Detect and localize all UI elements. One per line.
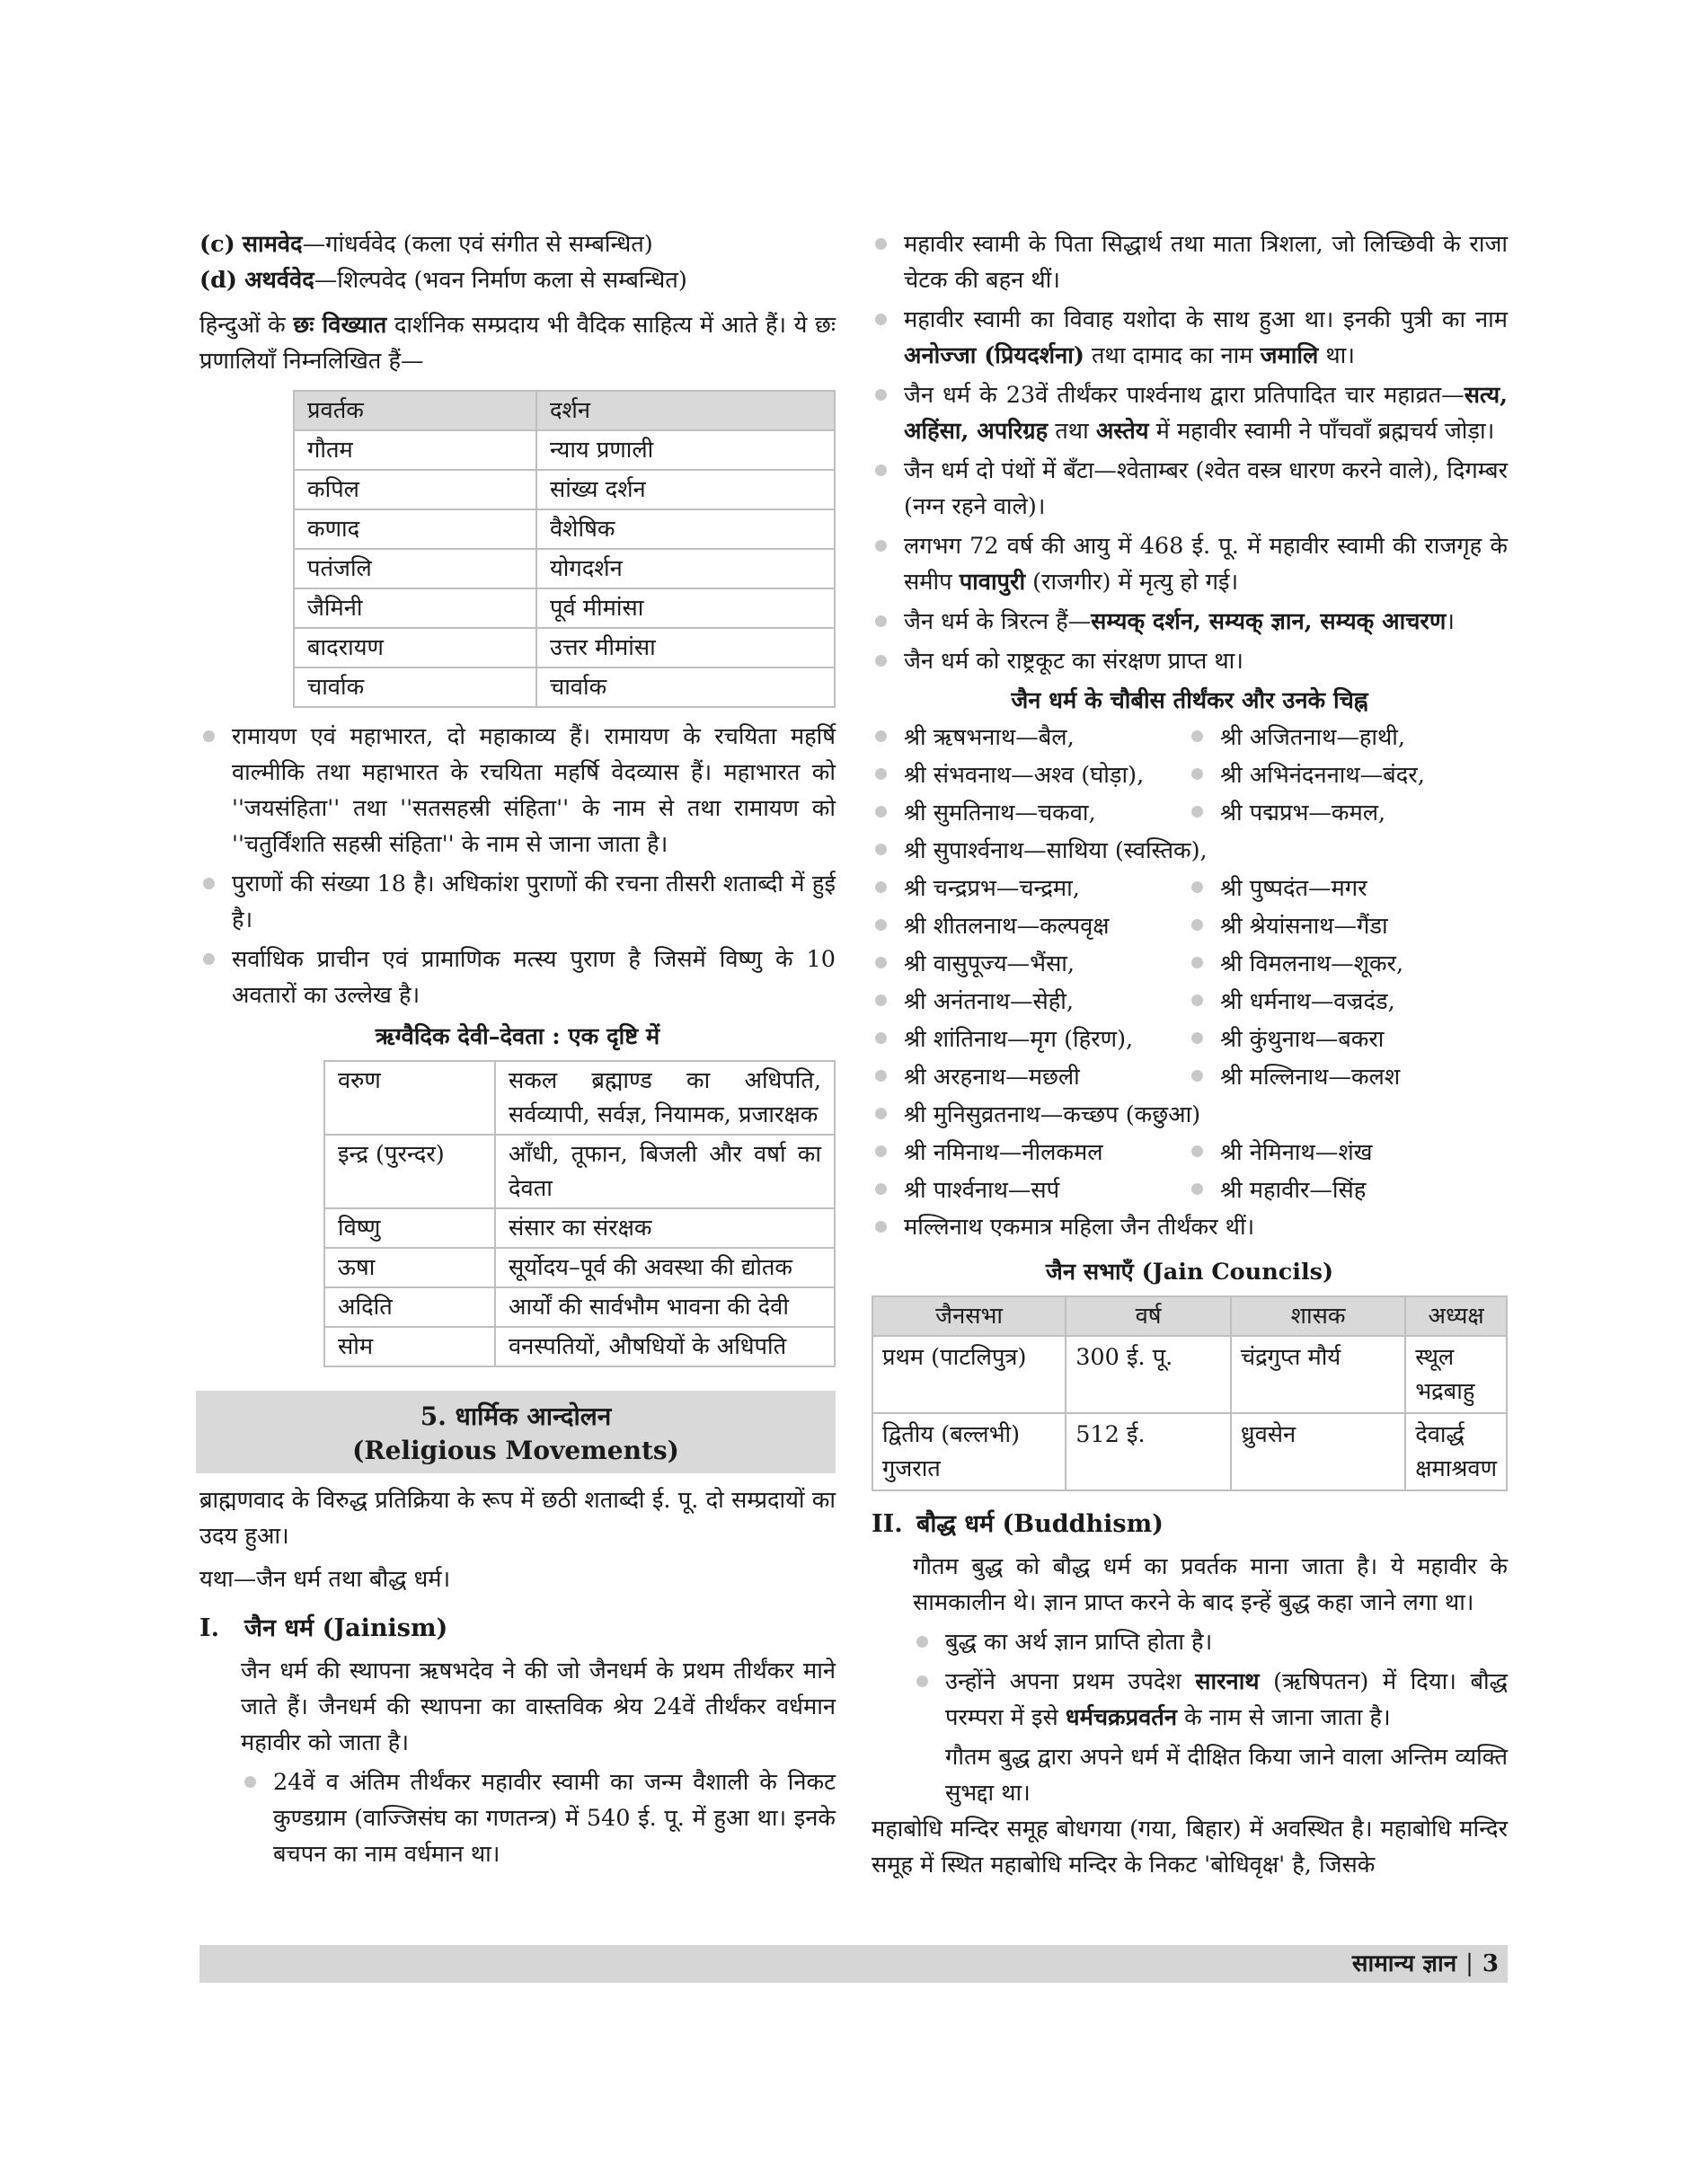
tirthankar-item: श्री पुष्पदंत—मगर (1188, 870, 1508, 907)
table-row (324, 1135, 835, 1208)
tirthankar-item: श्री मुनिसुव्रतनाथ—कच्छप (कछुआ) (872, 1096, 1508, 1134)
table-row (872, 1413, 1507, 1490)
table-cell: विष्णु (324, 1208, 495, 1248)
table-cell: सकल ब्रह्माण्ड का अधिपति, सर्वव्यापी, सर्वज्ञ, नियामक, प्रजारक्षक (495, 1061, 835, 1135)
table-cell: 300 ई. पू. (1066, 1336, 1231, 1413)
mahavrat-bullet: जैन धर्म के 23वें तीर्थंकर पार्श्वनाथ द्वारा प्रतिपादित चार महाव्रत—सत्य, अहिंसा, अपरिग्रह तथा अस्तेय में महावीर स्वामी ने पाँचवाँ ब्रह्मचर्य जोड़ा। (872, 377, 1508, 449)
intro-paragraph-2: यथा—जैन धर्म तथा बौद्ध धर्म। (199, 1566, 451, 1593)
tirthankar-item: श्री शांतिनाथ—मृग (हिरण), (872, 1021, 1188, 1058)
tirthankar-item: श्री पार्श्वनाथ—सर्प (872, 1171, 1188, 1209)
devta-caption: ऋग्वैदिक देवी–देवता : एक दृष्टि में (375, 1023, 660, 1050)
table-cell: ध्रुवसेन (1231, 1413, 1405, 1490)
triratna-bullet: जैन धर्म के त्रिरत्न हैं—सम्यक् दर्शन, सम्यक् ज्ञान, सम्यक् आचरण। (872, 604, 1508, 640)
header-cell: दर्शन (536, 391, 835, 430)
darshan-intro: हिन्दुओं के छः विख्यात दार्शनिक सम्प्रदाय भी वैदिक साहित्य में आते हैं। ये छः प्रणालियाँ निम्नलिखित हैं— (199, 312, 836, 375)
death-bullet: लगभग 72 वर्ष की आयु में 468 ई. पू. में महावीर स्वामी की राजगृह के समीप पावापुरी (राजगीर) में मृत्यु हो गई। (872, 528, 1508, 600)
patronage-bullet: जैन धर्म को राष्ट्रकूट का संरक्षण प्राप्त था। (872, 643, 1508, 679)
tirthankar-caption: जैन धर्म के चौबीस तीर्थंकर और उनके चिह्न (1011, 687, 1368, 714)
right-column (872, 226, 1508, 1883)
table-cell: आँधी, तूफान, बिजली और वर्षा का देवता (495, 1135, 835, 1208)
tirthankar-item: श्री ऋषभनाथ—बैल, (872, 719, 1188, 756)
jain-paragraph: जैन धर्म की स्थापना ऋषभदेव ने की जो जैनधर्म के प्रथम तीर्थंकर माने जाते हैं। जैनधर्म की स्थापना का वास्तविक श्रेय 24वें तीर्थंकर वर्धमान महावीर को जाता है। (241, 1658, 836, 1756)
table-row (324, 1327, 835, 1366)
table-row (324, 1208, 835, 1248)
intro-paragraph: ब्राह्मणवाद के विरुद्ध प्रतिक्रिया के रूप में छठी शताब्दी ई. पू. दो सम्प्रदायों का उदय हुआ। (199, 1487, 836, 1550)
header-cell: अध्यक्ष (1405, 1296, 1507, 1336)
left-bullet-list (199, 719, 836, 1013)
table-cell: सोम (324, 1327, 495, 1366)
tirthankar-item: श्री अभिनंदननाथ—बंदर, (1188, 756, 1508, 794)
tirthankar-item: श्री संभवनाथ—अश्व (घोड़ा), (872, 756, 1188, 794)
table-cell: सांख्य दर्शन (536, 470, 835, 509)
table-cell: चार्वाक (536, 667, 835, 707)
table-cell: वरुण (324, 1061, 495, 1135)
councils-caption: जैन सभाएँ (Jain Councils) (1045, 1259, 1334, 1286)
tirthankar-item: श्री अजितनाथ—हाथी, (1188, 719, 1508, 756)
footer-separator: | (1465, 1950, 1473, 1977)
table-cell: ऊषा (324, 1248, 495, 1287)
table-cell: वनस्पतियों, औषधियों के अधिपति (495, 1327, 835, 1366)
panth-bullet: जैन धर्म दो पंथों में बँटा—श्वेताम्बर (श्वेत वस्त्र धारण करने वाले), दिगम्बर (नग्न रहने वाले)। (872, 453, 1508, 525)
table-row (324, 1287, 835, 1327)
table-row (294, 430, 835, 470)
table-cell: गौतम (294, 430, 536, 470)
table-cell: आर्यों की सार्वभौम भावना की देवी (495, 1287, 835, 1327)
tirthankar-item: श्री कुंथुनाथ—बकरा (1188, 1021, 1508, 1058)
table-cell: चार्वाक (294, 667, 536, 707)
sarnath-bullet: उन्होंने अपना प्रथम उपदेश सारनाथ (ऋषिपतन) में दिया। बौद्ध परम्परा में इसे धर्मचक्रप्रवर्तन के नाम से जाना जाता है। (913, 1664, 1508, 1736)
page-number: 3 (1482, 1950, 1499, 1977)
table-row (294, 667, 835, 707)
mahabodhi-paragraph: महाबोधि मन्दिर समूह बोधगया (गया, बिहार) में अवस्थित है। महाबोधि मन्दिर समूह में स्थित महाबोधि मन्दिर के निकट 'बोधिवृक्ष' है, जिसके (872, 1816, 1508, 1879)
subhadda-paragraph: गौतम बुद्ध द्वारा अपने धर्म में दीक्षित किया जाने वाला अन्तिम व्यक्ति सुभद्दा था। (945, 1744, 1508, 1807)
table-cell: पतंजलि (294, 549, 536, 588)
mallinath-bullet: मल्लिनाथ एकमात्र महिला जैन तीर्थंकर थीं। (872, 1209, 1508, 1245)
header-cell: प्रवर्तक (294, 391, 536, 430)
table-cell: योगदर्शन (536, 549, 835, 588)
tirthankar-item: श्री पद्मप्रभ—कमल, (1188, 794, 1508, 832)
table-cell: चंद्रगुप्त मौर्य (1231, 1336, 1405, 1413)
section-title: 5. धार्मिक आन्दोलन (420, 1401, 612, 1431)
table-header-row (294, 391, 835, 430)
table-row (324, 1061, 835, 1135)
table-cell: कणाद (294, 509, 536, 549)
footer-text (1352, 1945, 1499, 1983)
table-cell: वैशेषिक (536, 509, 835, 549)
table-row (294, 588, 835, 628)
table-cell: इन्द्र (पुरन्दर) (324, 1135, 495, 1208)
table-cell: न्याय प्रणाली (536, 430, 835, 470)
table-cell: स्थूल भद्रबाहु (1405, 1336, 1507, 1413)
tirthankar-item: श्री वासुपूज्य—भैंसा, (872, 945, 1188, 983)
buddha-meaning-bullet: बुद्ध का अर्थ ज्ञान प्राप्ति होता है। (913, 1624, 1508, 1660)
veda-d: (d) अथर्ववेद—शिल्पवेद (भवन निर्माण कला से सम्बन्धित) (199, 267, 687, 294)
table-cell: उत्तर मीमांसा (536, 628, 835, 667)
header-cell: जैनसभा (872, 1296, 1066, 1336)
table-row (872, 1336, 1507, 1413)
jain-heading: I. जैन धर्म (Jainism) (199, 1614, 448, 1642)
mahavir-marriage-bullet: महावीर स्वामी का विवाह यशोदा के साथ हुआ था। इनकी पुत्री का नाम अनोज्जा (प्रियदर्शना) तथा दामाद का नाम जमालि था। (872, 302, 1508, 374)
tirthankar-item: श्री विमलनाथ—शूकर, (1188, 945, 1508, 983)
table-cell: पूर्व मीमांसा (536, 588, 835, 628)
councils-table (872, 1295, 1508, 1491)
table-row (294, 628, 835, 667)
list-item: रामायण एवं महाभारत, दो महाकाव्य हैं। रामायण के रचयिता महर्षि वाल्मीकि तथा महाभारत के रचयिता महर्षि वेदव्यास हैं। महाभारत को ''जयसंहिता'' तथा ''सतसहस्री संहिता'' के नाम से तथा रामायण को ''चतुर्विंशति सहस्री संहिता'' के नाम से जाना जाता है। (199, 719, 836, 862)
page-footer (199, 1945, 1508, 1983)
list-item: पुराणों की संख्या 18 है। अधिकांश पुराणों की रचना तीसरी शताब्दी में हुई है। (199, 866, 836, 938)
mahavir-parents-bullet: महावीर स्वामी के पिता सिद्धार्थ तथा माता त्रिशला, जो लिच्छिवी के राजा चेटक की बहन थीं। (872, 226, 1508, 298)
tirthankar-item: श्री अनंतनाथ—सेही, (872, 983, 1188, 1021)
table-cell: द्वितीय (बल्लभी) गुजरात (872, 1413, 1066, 1490)
table-row (324, 1248, 835, 1287)
tirthankar-item: श्री सुपार्श्वनाथ—साथिया (स्वस्तिक), (872, 832, 1508, 870)
tirthankar-item: श्री सुमतिनाथ—चकवा, (872, 794, 1188, 832)
buddhism-heading: II. बौद्ध धर्म (Buddhism) (872, 1510, 1164, 1538)
table-cell: अदिति (324, 1287, 495, 1327)
left-column (199, 226, 836, 1876)
section-subtitle: (Religious Movements) (352, 1436, 679, 1465)
devta-table (323, 1060, 836, 1367)
table-cell: 512 ई. (1066, 1413, 1231, 1490)
tirthankar-item: श्री चन्द्रप्रभ—चन्द्रमा, (872, 870, 1188, 907)
table-header-row (872, 1296, 1507, 1336)
table-row (294, 509, 835, 549)
header-cell: शासक (1231, 1296, 1405, 1336)
header-cell: वर्ष (1066, 1296, 1231, 1336)
table-row (294, 470, 835, 509)
table-cell: बादरायण (294, 628, 536, 667)
table-cell: कपिल (294, 470, 536, 509)
veda-c: (c) सामवेद—गांधर्ववेद (कला एवं संगीत से सम्बन्धित) (199, 231, 653, 258)
tirthankar-grid (872, 719, 1508, 1209)
book-title: सामान्य ज्ञान (1351, 1950, 1457, 1977)
table-row (294, 549, 835, 588)
tirthankar-item: श्री नेमिनाथ—शंख (1188, 1134, 1508, 1171)
tirthankar-item: श्री नमिनाथ—नीलकमल (872, 1134, 1188, 1171)
table-cell: जैमिनी (294, 588, 536, 628)
section-heading-box (196, 1391, 836, 1473)
table-cell: प्रथम (पाटलिपुत्र) (872, 1336, 1066, 1413)
tirthankar-item: श्री धर्मनाथ—वज्रदंड, (1188, 983, 1508, 1021)
list-item: सर्वाधिक प्राचीन एवं प्रामाणिक मत्स्य पुराण है जिसमें विष्णु के 10 अवतारों का उल्लेख है। (199, 941, 836, 1013)
table-cell: देवार्द्ध क्षमाश्रवण (1405, 1413, 1507, 1490)
tirthankar-item: श्री मल्लिनाथ—कलश (1188, 1058, 1508, 1096)
table-cell: संसार का संरक्षक (495, 1208, 835, 1248)
tirthankar-item: श्री अरहनाथ—मछली (872, 1058, 1188, 1096)
table-cell: सूर्योदय–पूर्व की अवस्था की द्योतक (495, 1248, 835, 1287)
buddhism-paragraph: गौतम बुद्ध को बौद्ध धर्म का प्रवर्तक माना जाता है। ये महावीर के सामकालीन थे। ज्ञान प्राप्त करने के बाद इन्हें बुद्ध कहा जाने लगा था। (913, 1553, 1508, 1616)
tirthankar-item: श्री महावीर—सिंह (1188, 1171, 1508, 1209)
tirthankar-item: श्री श्रेयांसनाथ—गैंडा (1188, 907, 1508, 945)
tirthankar-item: श्री शीतलनाथ—कल्पवृक्ष (872, 907, 1188, 945)
jain-bullet: 24वें व अंतिम तीर्थंकर महावीर स्वामी का जन्म वैशाली के निकट कुण्डग्राम (वाज्जिसंघ का गणतन्त्र) में 540 ई. पू. में हुआ था। इनके बचपन का नाम वर्धमान था। (241, 1764, 836, 1872)
darshan-table (293, 390, 836, 708)
